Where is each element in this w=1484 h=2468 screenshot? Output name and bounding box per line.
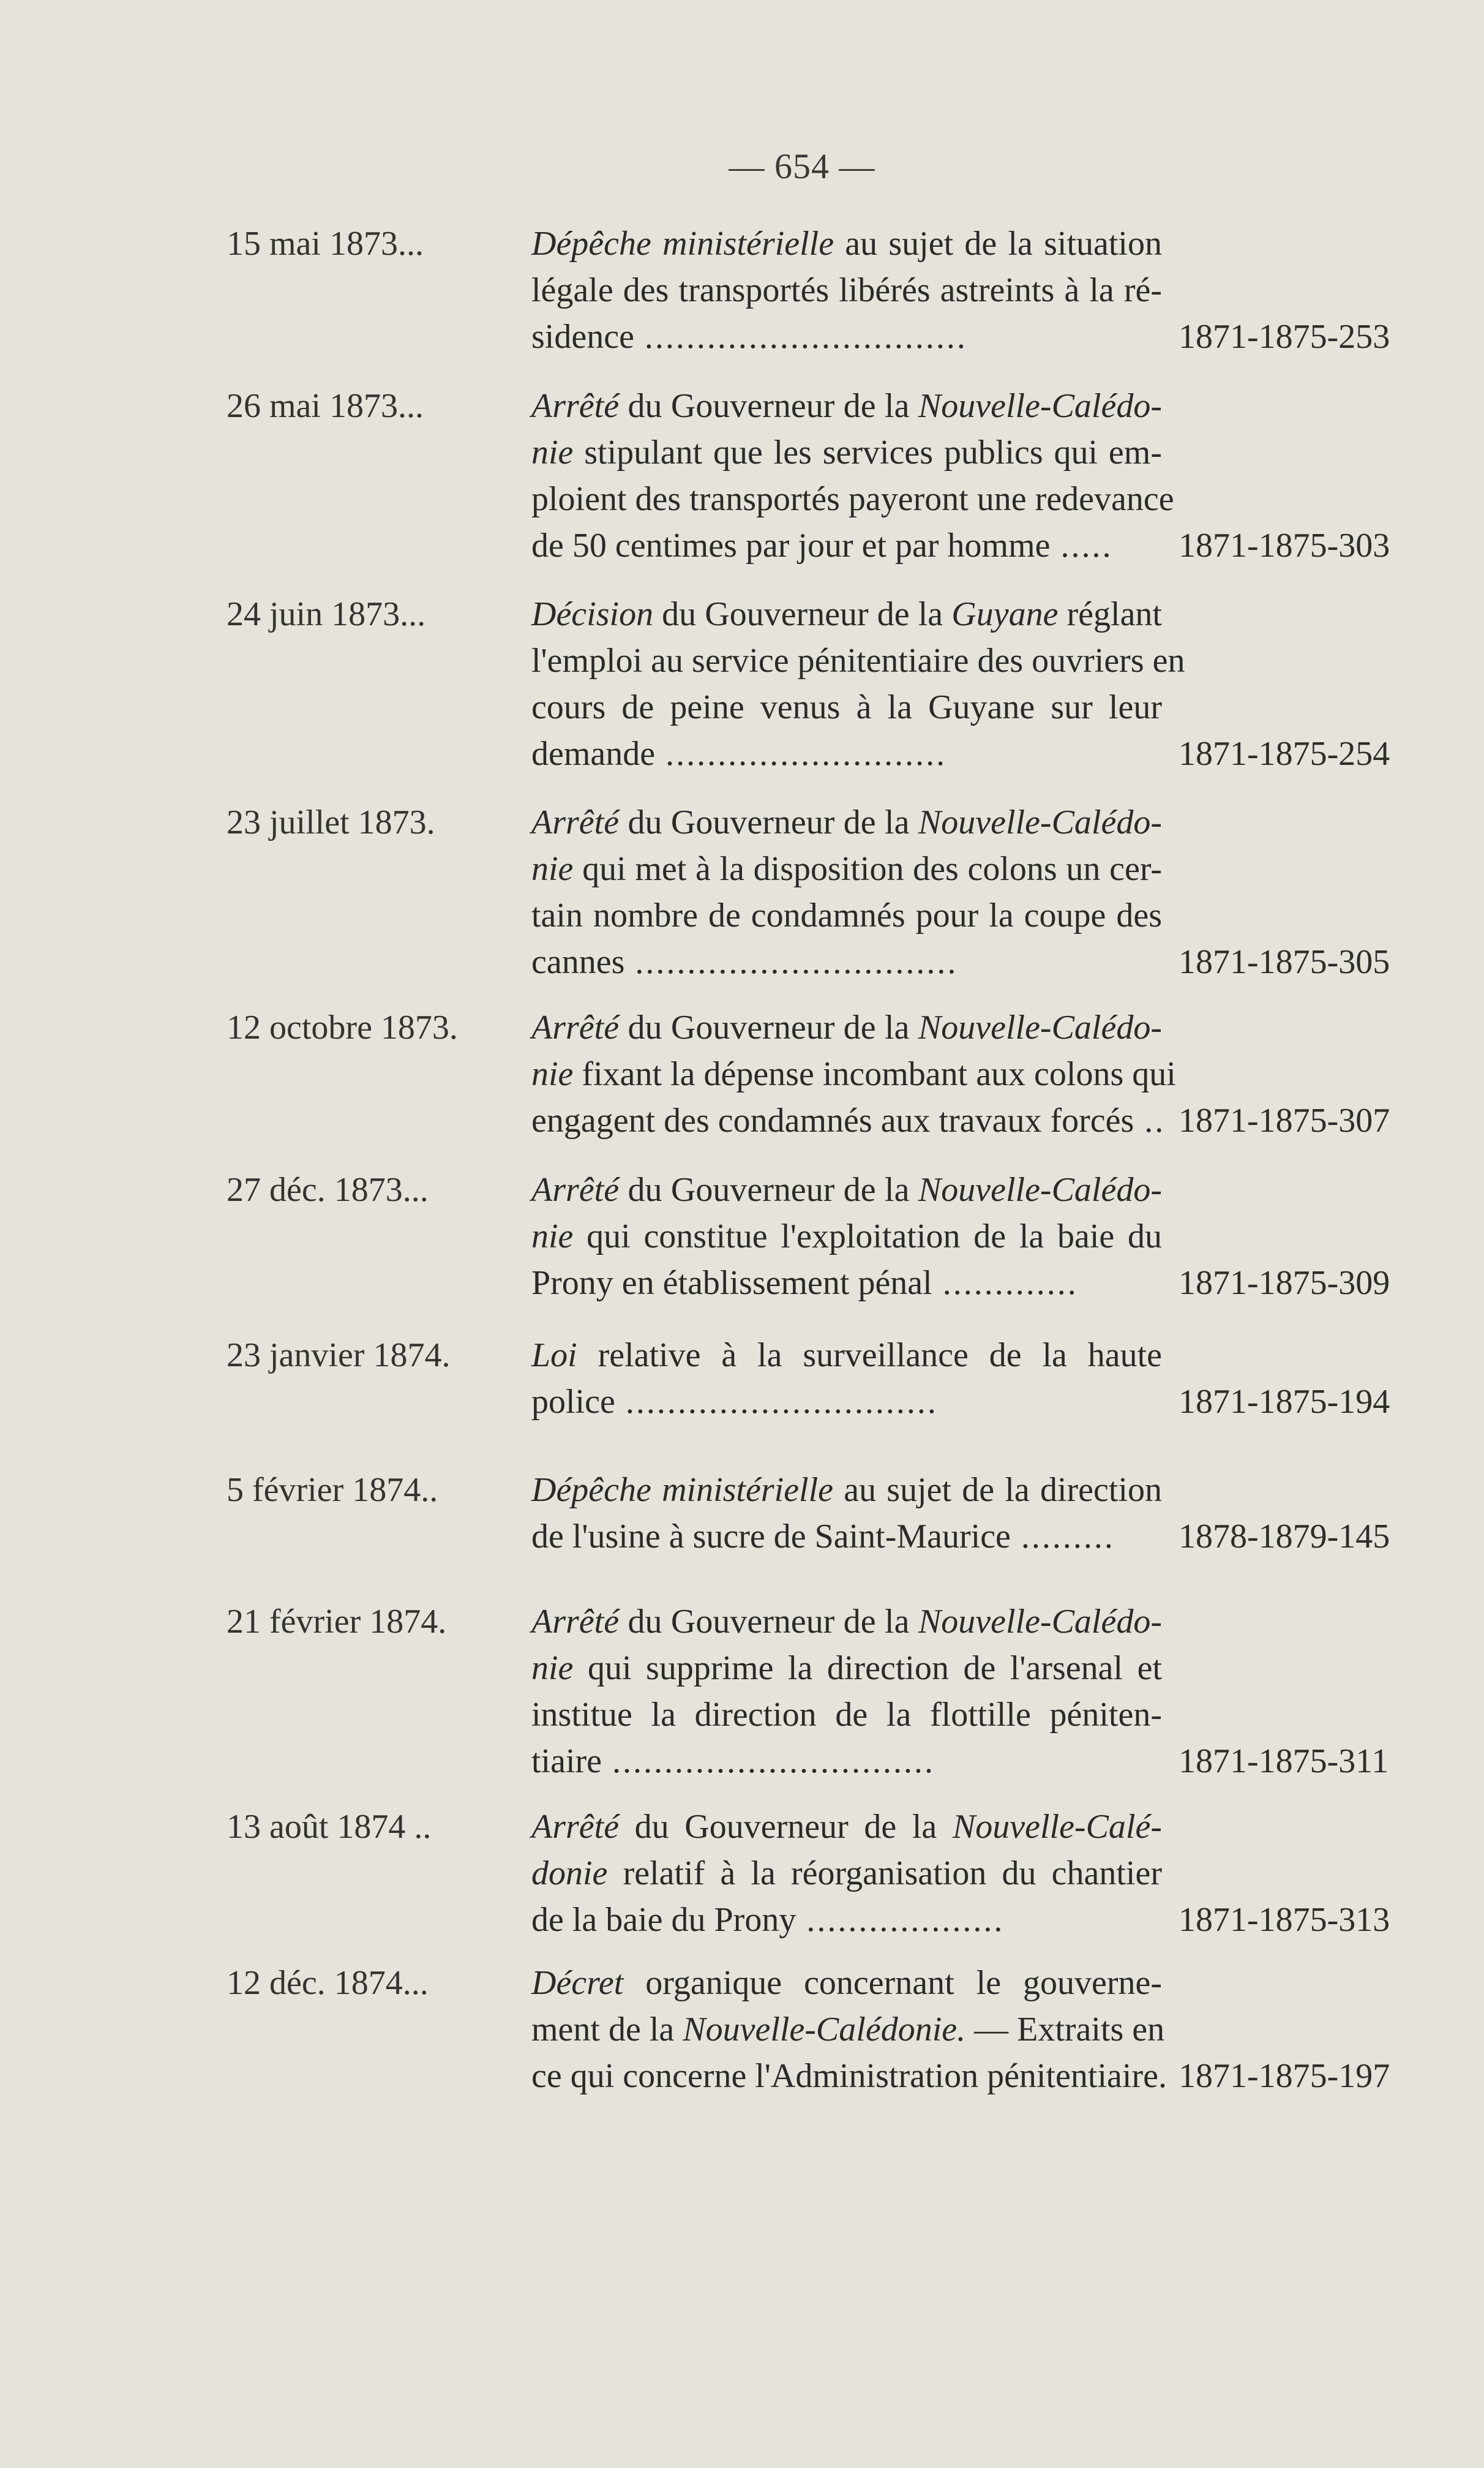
text-run: fixant la dépense incombant aux colons qui (573, 1055, 1176, 1093)
text-run: Arrêté (531, 803, 620, 841)
entry-date: 12 octobre 1873. (227, 1009, 458, 1047)
text-run: qui constitue l'exploitation de la baie du (573, 1217, 1162, 1255)
text-run: Prony en établissement pénal (531, 1264, 932, 1302)
entry-description (531, 1960, 1167, 2099)
description-line (531, 1897, 1162, 1943)
entry-date: 26 mai 1873... (227, 387, 424, 425)
description-line (531, 1691, 1162, 1738)
description-line (531, 2053, 1167, 2099)
text-run: ment de la (531, 2011, 683, 2049)
text-run: l'emploi au service pénitentiaire des ouvriers en (531, 642, 1185, 680)
text-run: nie (531, 1649, 574, 1687)
text-run: du Gouverneur de la (619, 1171, 918, 1209)
description-line (531, 1004, 1162, 1051)
description-line (531, 591, 1162, 638)
text-run: donie (531, 1854, 608, 1892)
description-line (531, 314, 1162, 360)
text-run: de l'usine à sucre de Saint-Maurice (531, 1518, 1011, 1556)
text-run: du Gouverneur de la (653, 595, 952, 633)
description-line (531, 1738, 1162, 1785)
description-line (531, 892, 1162, 939)
text-run: police (531, 1383, 615, 1421)
leader-dots: ............................... (624, 943, 958, 981)
entry-reference: 1871-1875-254 (1179, 735, 1390, 773)
entry-reference: 1871-1875-197 (1179, 2057, 1390, 2095)
description-line (531, 1097, 1166, 1144)
text-run: Arrêté (531, 387, 620, 425)
text-run: Nouvelle-Calédo- (918, 1603, 1162, 1641)
text-run: Nouvelle-Calédo- (918, 387, 1162, 425)
entry-reference: 1871-1875-305 (1179, 943, 1390, 981)
text-run: cours de peine venus à la Guyane sur leur (531, 688, 1162, 726)
text-run: Décret (531, 1964, 624, 2002)
entry-reference: 1871-1875-194 (1179, 1383, 1390, 1421)
text-run: Dépêche ministérielle (531, 1471, 834, 1509)
description-line (531, 220, 1162, 267)
text-run: relative à la surveillance de la haute (577, 1336, 1162, 1374)
entry-description (531, 1167, 1162, 1306)
text-run: nie (531, 434, 574, 472)
description-line (531, 799, 1162, 846)
text-run: qui supprime la direction de l'arsenal et (573, 1649, 1162, 1687)
entry-reference: 1871-1875-307 (1179, 1102, 1390, 1140)
description-line (531, 2006, 1165, 2053)
description-line (531, 1645, 1162, 1691)
description-line (531, 846, 1162, 892)
text-run: Arrêté (531, 1808, 620, 1846)
description-line (531, 429, 1162, 476)
description-line (531, 267, 1162, 314)
text-run: engagent des condamnés aux travaux forcés (531, 1102, 1134, 1140)
description-line (531, 1379, 1162, 1425)
text-run: Arrêté (531, 1171, 620, 1209)
entry-description (531, 1467, 1162, 1560)
leader-dots: ............................... (634, 318, 967, 356)
text-run: de 50 centimes par jour et par homme (531, 527, 1051, 565)
description-line (531, 1467, 1162, 1513)
text-run: cannes (531, 943, 625, 981)
text-run: Nouvelle-Calédo- (918, 1171, 1162, 1209)
text-run: du Gouverneur de la (619, 1603, 918, 1641)
text-run: Nouvelle-Calédo- (918, 803, 1162, 841)
text-run: légale des transportés libérés astreints à la ré- (531, 271, 1162, 309)
entry-description (531, 1804, 1162, 1943)
description-line (531, 476, 1174, 522)
text-run: au sujet de la direction (833, 1471, 1162, 1509)
leader-dots: ........................... (655, 735, 947, 773)
text-run: nie (531, 1055, 574, 1093)
leader-dots: .............................. (615, 1383, 938, 1421)
text-run: de la baie du Prony (531, 1901, 796, 1939)
entry-description (531, 591, 1185, 777)
text-run: tiaire (531, 1742, 602, 1780)
leader-dots: ......... (1010, 1518, 1115, 1556)
text-run: nie (531, 850, 574, 888)
text-run: — Extraits en (965, 2011, 1165, 2049)
text-run: Loi (531, 1336, 577, 1374)
description-line (531, 522, 1162, 569)
page-number: — 654 — (729, 146, 875, 186)
entry-date: 5 février 1874.. (227, 1471, 438, 1509)
text-run: Nouvelle-Calé- (952, 1808, 1162, 1846)
entry-date: 12 déc. 1874... (227, 1964, 429, 2002)
text-run: organique concernant le gouverne- (623, 1964, 1162, 2002)
entry-date: 23 janvier 1874. (227, 1336, 451, 1374)
text-run: au sujet de la situation (834, 225, 1162, 263)
entry-reference: 1871-1875-311 (1179, 1742, 1389, 1780)
entry-reference: 1871-1875-253 (1179, 318, 1390, 356)
entry-description (531, 1004, 1176, 1144)
description-line (531, 1598, 1162, 1645)
leader-dots: .. (1134, 1102, 1166, 1140)
text-run: du Gouverneur de la (619, 1808, 953, 1846)
entry-date: 15 mai 1873... (227, 225, 424, 263)
text-run: Nouvelle-Calédonie. (683, 2011, 966, 2049)
description-line (531, 1213, 1162, 1260)
description-line (531, 1513, 1162, 1560)
description-line (531, 1051, 1176, 1097)
text-run: ce qui concerne l'Administration pénitentiaire. (531, 2057, 1167, 2095)
text-run: du Gouverneur de la (619, 803, 918, 841)
entry-date: 27 déc. 1873... (227, 1171, 429, 1209)
entry-reference: 1871-1875-309 (1179, 1264, 1390, 1302)
text-run: Arrêté (531, 1603, 620, 1641)
description-line (531, 1332, 1162, 1379)
text-run: qui met à la disposition des colons un cer- (573, 850, 1162, 888)
entry-description (531, 1332, 1162, 1425)
text-run: du Gouverneur de la (619, 387, 918, 425)
entry-description (531, 799, 1162, 985)
description-line (531, 1167, 1162, 1213)
leader-dots: ................... (796, 1901, 1005, 1939)
entry-reference: 1871-1875-303 (1179, 527, 1390, 565)
description-line (531, 383, 1162, 429)
text-run: Nouvelle-Calédo- (918, 1009, 1162, 1047)
entry-date: 24 juin 1873... (227, 595, 426, 633)
text-run: Arrêté (531, 1009, 620, 1047)
text-run: Dépêche ministérielle (531, 225, 834, 263)
text-run: sidence (531, 318, 634, 356)
text-run: ploient des transportés payeront une redevance (531, 480, 1174, 518)
entry-date: 13 août 1874 .. (227, 1808, 432, 1846)
description-line (531, 1960, 1162, 2006)
entry-reference: 1871-1875-313 (1179, 1901, 1390, 1939)
leader-dots: ............. (932, 1264, 1078, 1302)
text-run: Guyane (951, 595, 1059, 633)
description-line (531, 1260, 1162, 1306)
text-run: Décision (531, 595, 654, 633)
text-run: demande (531, 735, 656, 773)
text-run: tain nombre de condamnés pour la coupe des (531, 897, 1162, 935)
text-run: réglant (1058, 595, 1162, 633)
entry-date: 21 février 1874. (227, 1603, 447, 1641)
description-line (531, 939, 1162, 985)
entry-description (531, 1598, 1162, 1785)
description-line (531, 1804, 1162, 1850)
text-run: institue la direction de la flottille péniten- (531, 1696, 1162, 1734)
entry-reference: 1878-1879-145 (1179, 1518, 1390, 1556)
text-run: nie (531, 1217, 574, 1255)
description-line (531, 638, 1185, 684)
entry-date: 23 juillet 1873. (227, 803, 435, 841)
text-run: du Gouverneur de la (619, 1009, 918, 1047)
description-line (531, 731, 1162, 777)
text-run: relatif à la réorganisation du chantier (607, 1854, 1162, 1892)
description-line (531, 684, 1162, 731)
description-line (531, 1850, 1162, 1897)
leader-dots: ..... (1050, 527, 1113, 565)
entry-description (531, 220, 1162, 360)
leader-dots: ............................... (602, 1742, 935, 1780)
text-run: stipulant que les services publics qui em- (573, 434, 1162, 472)
entry-description (531, 383, 1174, 569)
